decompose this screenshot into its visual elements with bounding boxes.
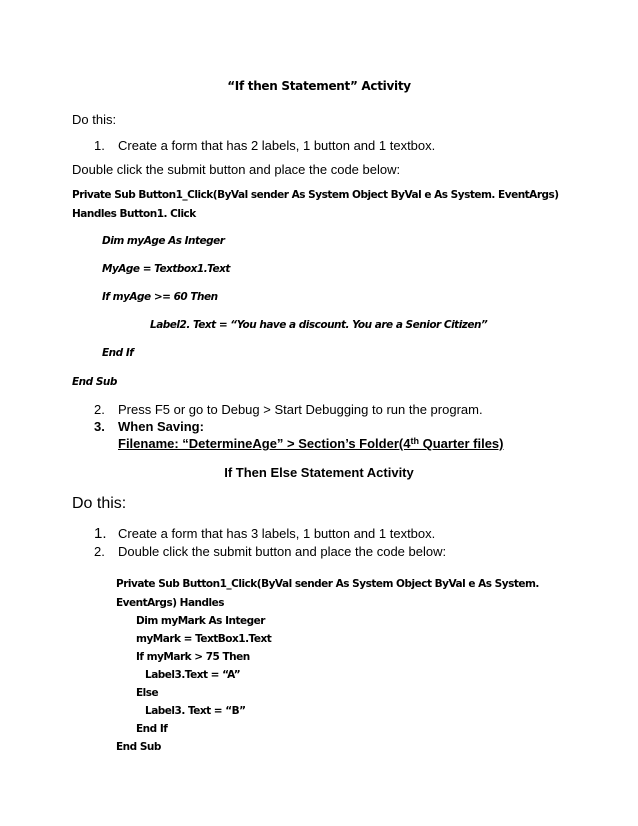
instruction-text: Double click the submit button and place the code below: [72, 162, 401, 177]
step-1b [94, 526, 435, 541]
code-line: End Sub [116, 741, 161, 753]
activity-title-if-then: “If then Statement” Activity [227, 79, 411, 93]
code-line: Private Sub Button1_Click(ByVal sender As System Object ByVal e As System. [116, 578, 539, 590]
do-this-label: Do this: [72, 112, 117, 127]
step-text: When Saving: [118, 419, 204, 434]
step-2b [94, 545, 446, 558]
code-line: If myMark > 75 Then [136, 651, 250, 663]
code-line: Label3. Text = “B” [145, 705, 246, 717]
step-number: 3. [94, 419, 105, 434]
code-line: Label3.Text = “A” [145, 669, 241, 681]
step-text: Double click the submit button and place the code below: [118, 544, 447, 559]
step-text: Create a form that has 2 labels, 1 button and 1 textbox. [118, 138, 436, 153]
step-text: Create a form that has 3 labels, 1 button and 1 textbox. [118, 526, 436, 541]
code-line: End If [102, 347, 134, 359]
code-line: Else [136, 687, 159, 699]
code-line: End Sub [72, 376, 117, 388]
step-text: Press F5 or go to Debug > Start Debugging to run the program. [118, 402, 483, 417]
step-number: 1. [94, 525, 107, 542]
code-line: If myAge >= 60 Then [102, 291, 218, 303]
step-number: 2. [94, 402, 105, 417]
code-line: Dim myAge As Integer [102, 235, 225, 247]
code-line: Dim myMark As Integer [136, 615, 265, 627]
code-line: MyAge = Textbox1.Text [102, 263, 230, 275]
code-line: myMark = TextBox1.Text [136, 633, 272, 645]
filename-instruction [118, 437, 504, 450]
step-3 [94, 420, 204, 433]
step-number: 2. [94, 544, 105, 559]
code-line: EventArgs) Handles [116, 597, 224, 609]
code-line: Handles Button1. Click [72, 208, 196, 220]
code-line: End If [136, 723, 168, 735]
step-2 [94, 403, 483, 416]
code-line: Private Sub Button1_Click(ByVal sender As System Object ByVal e As System. EventArgs) [72, 189, 559, 201]
filename-text: Filename: “DetermineAge” > Section’s Folder(4 [118, 436, 411, 451]
step-1 [94, 139, 435, 152]
code-line: Label2. Text = “You have a discount. You are a Senior Citizen” [150, 319, 488, 331]
do-this-label-2: Do this: [72, 495, 127, 512]
ordinal-suffix: th [410, 436, 419, 446]
step-number: 1. [94, 138, 105, 153]
activity-title-if-then-else: If Then Else Statement Activity [224, 465, 414, 480]
filename-text-end: Quarter files) [418, 436, 504, 451]
